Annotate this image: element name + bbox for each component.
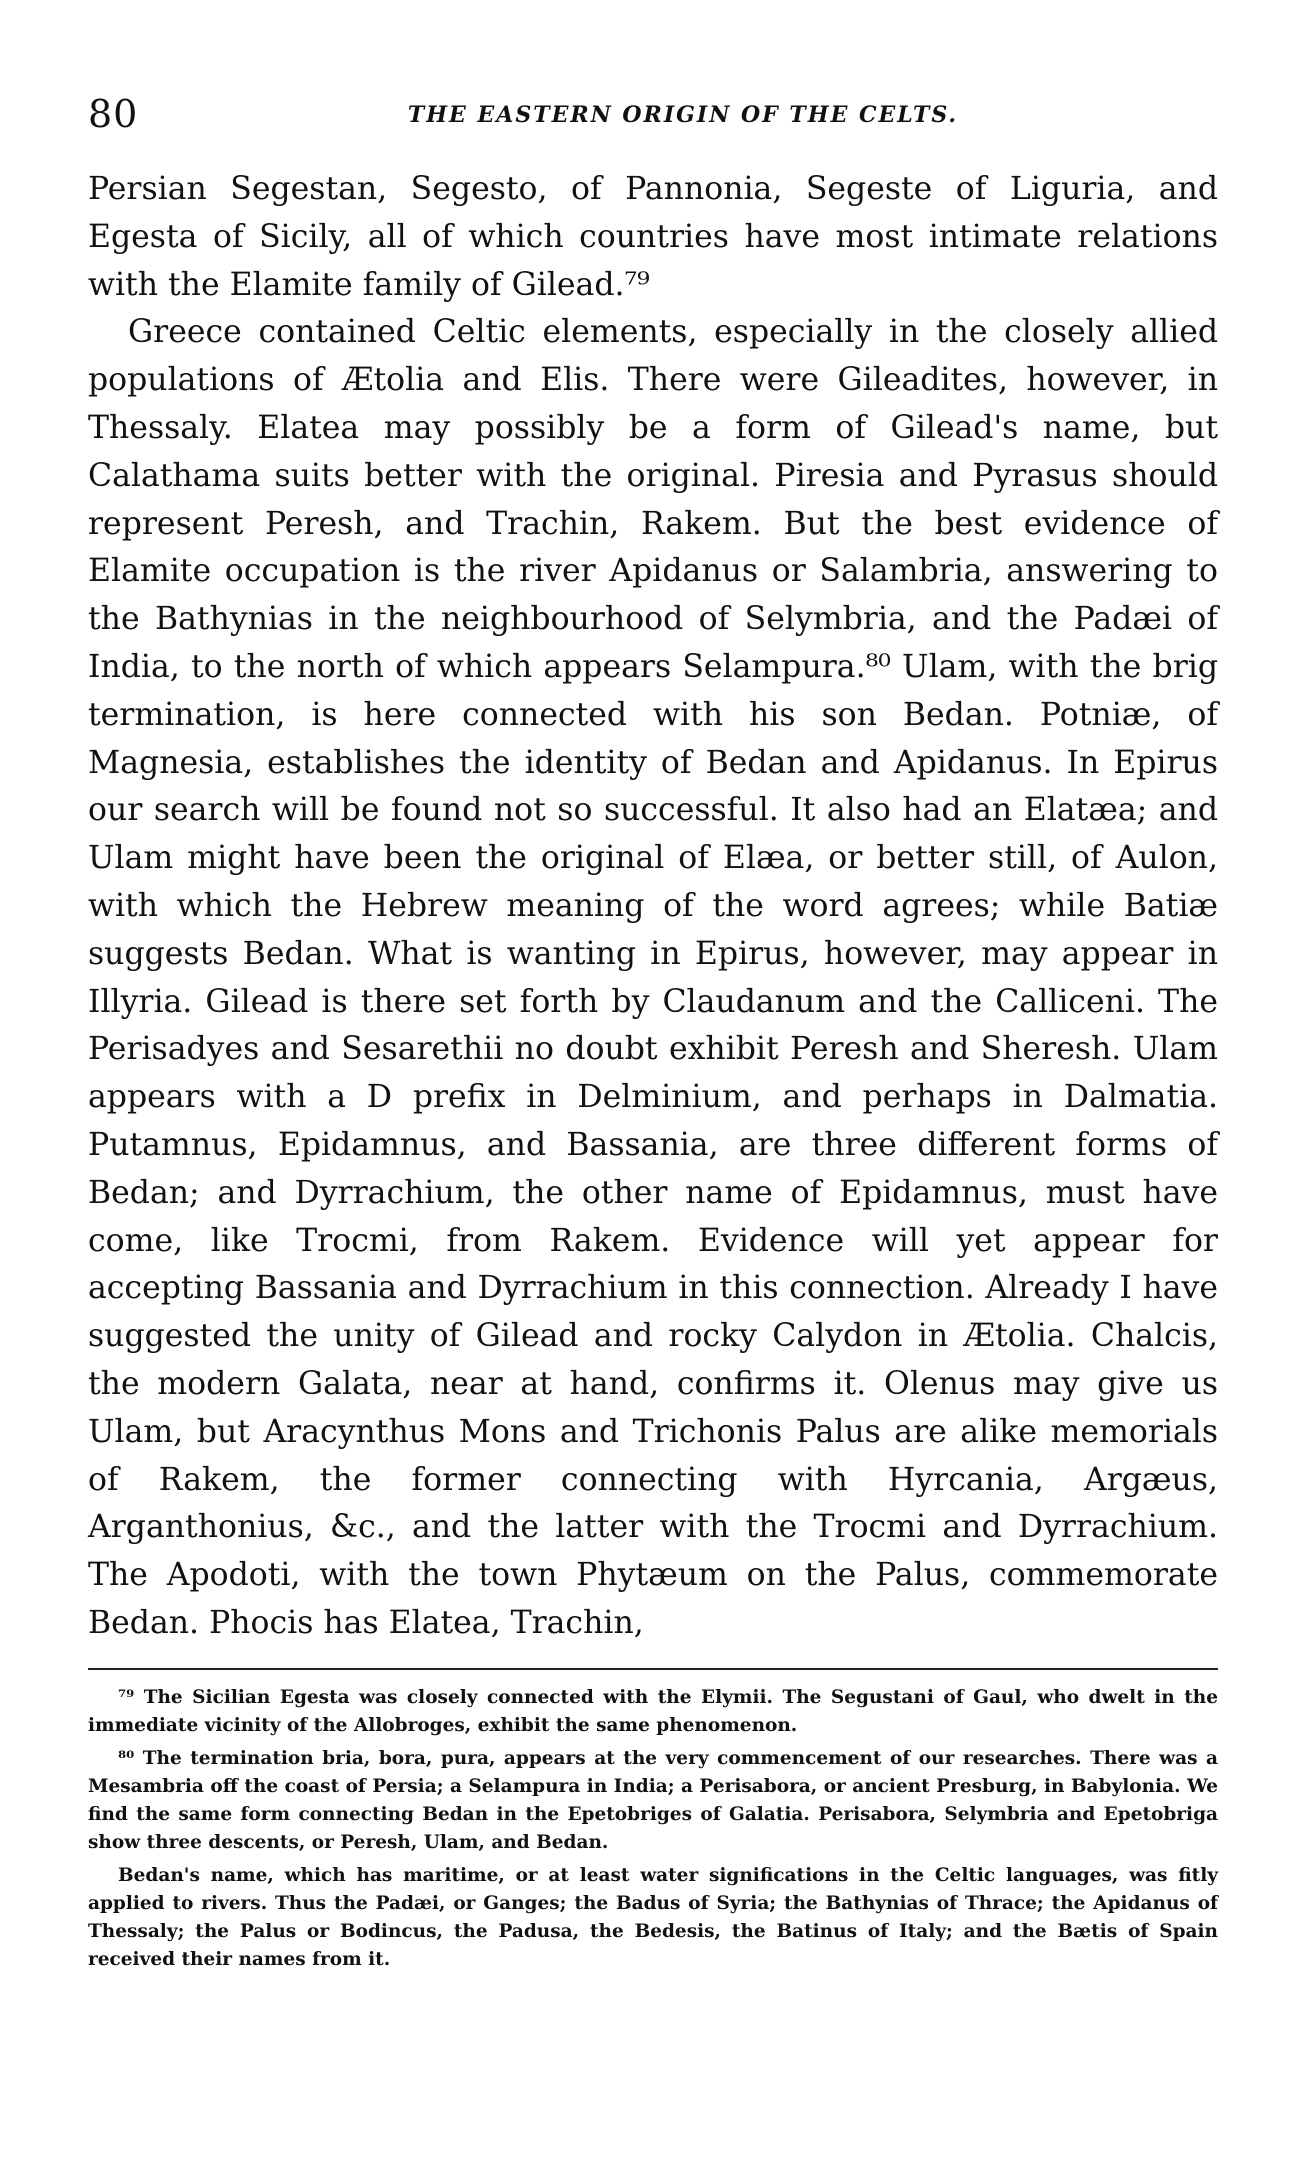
footnote-divider	[88, 1668, 1218, 1670]
page-number: 80	[88, 92, 139, 136]
main-text	[88, 166, 1218, 1648]
footnote-80-continued: Bedan's name, which has maritime, or at least water significations in the Celtic languages, was fitly applied to rivers. Thus the Padæi, or Ganges; the Badus of Syria; the Bathynias of Thrace; the Apidanus of Thessaly; the Palus or Bodincus, the Padusa, the Bedesis, the Batinus of Italy; and the Bætis of Spain received their names from it.	[88, 1865, 1218, 1970]
book-page	[88, 92, 1218, 1980]
paragraph-greece: Greece contained Celtic elements, especially in the closely allied populations of Ætolia and Elis. There were Gileadites, however, in Thessaly. Elatea may possibly be a form of Gilead's name, but Calathama suits better with the original. Piresia and Pyrasus should represent Peresh, and Trachin, Rakem. But the best evidence of Elamite occupation is the river Apidanus or Salambria, answering to the Bathynias in the neighbourhood of Selymbria, and the Padæi of India, to the north of which appears Selampura.⁸⁰ Ulam, with the brig termination, is here connected with his son Bedan. Potniæ, of Magnesia, establishes the identity of Bedan and Apidanus. In Epirus our search will be found not so successful. It also had an Elatæa; and Ulam might have been the original of Elæa, or better still, of Aulon, with which the Hebrew meaning of the word agrees; while Batiæ suggests Bedan. What is wanting in Epirus, however, may appear in Illyria. Gilead is there set forth by Claudanum and the Calliceni. The Perisadyes and Sesarethii no doubt exhibit Peresh and Sheresh. Ulam appears with a D prefix in Delminium, and perhaps in Dalmatia. Putamnus, Epidamnus, and Bassania, are three different forms of Bedan; and Dyrrachium, the other name of Epidamnus, must have come, like Trocmi, from Rakem. Evidence will yet appear for accepting Bassania and Dyrrachium in this connection. Already I have suggested the unity of Gilead and rocky Calydon in Ætolia. Chalcis, the modern Galata, near at hand, confirms it. Olenus may give us Ulam, but Aracynthus Mons and Trichonis Palus are alike memorials of Rakem, the former connecting with Hyrcania, Argæus, Arganthonius, &c., and the latter with the Trocmi and Dyrrachium. The Apodoti, with the town Phytæum on the Palus, commemorate Bedan. Phocis has Elatea, Trachin,	[88, 314, 1218, 1641]
footnotes	[88, 1684, 1218, 1974]
page-header	[88, 92, 1218, 148]
footnote-80: ⁸⁰ The termination bria, bora, pura, appears at the very commencement of our researches. There was a Mesambria off the coast of Persia; a Selampura in India; a Perisabora, or ancient Presburg, in Babylonia. We find the same form connecting Bedan in the Epetobriges of Galatia. Perisabora, Selymbria and Epetobriga show three descents, or Peresh, Ulam, and Bedan.	[88, 1748, 1218, 1853]
footnote-79: ⁷⁹ The Sicilian Egesta was closely connected with the Elymii. The Segustani of Gaul, who dwelt in the immediate vicinity of the Allobroges, exhibit the same phenomenon.	[88, 1686, 1218, 1736]
running-title: THE EASTERN ORIGIN OF THE CELTS.	[407, 102, 959, 128]
paragraph-continued: Persian Segestan, Segesto, of Pannonia, Segeste of Liguria, and Egesta of Sicily, all of which countries have most intimate relations with the Elamite family of Gilead.⁷⁹	[88, 171, 1218, 303]
